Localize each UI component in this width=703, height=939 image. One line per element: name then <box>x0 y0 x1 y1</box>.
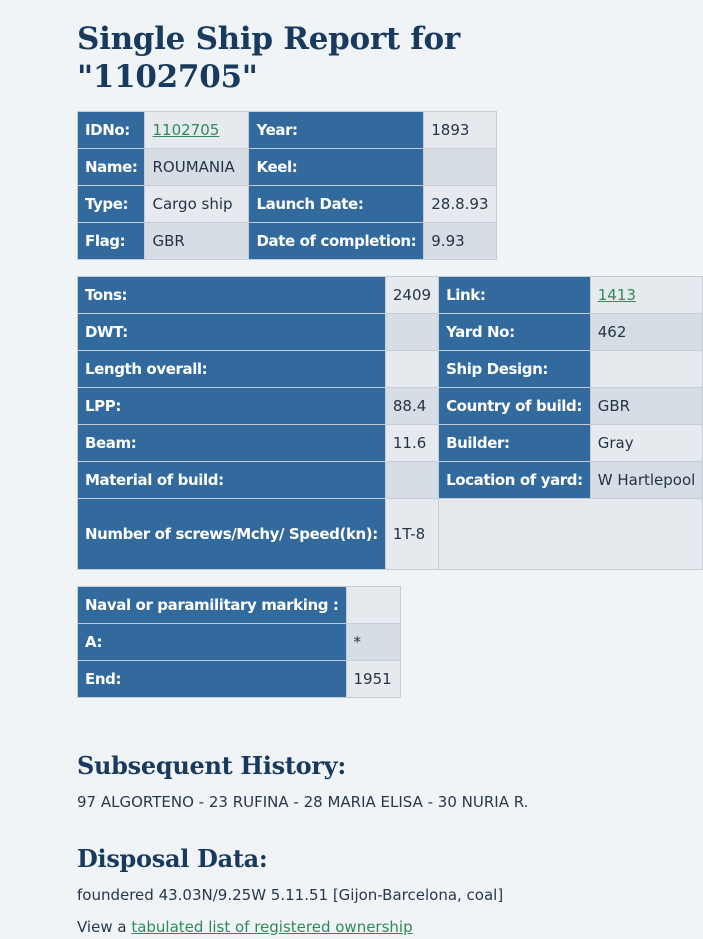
length-label: Length overall: <box>78 351 386 388</box>
ship-design-label: Ship Design: <box>439 351 591 388</box>
flag-value: GBR <box>145 223 249 260</box>
tons-label: Tons: <box>78 277 386 314</box>
length-value <box>385 351 438 388</box>
naval-marking-table <box>77 586 401 698</box>
builder-label: Builder: <box>439 425 591 462</box>
keel-value <box>424 149 496 186</box>
ownership-link[interactable]: tabulated list of registered ownership <box>131 918 413 936</box>
dwt-label: DWT: <box>78 314 386 351</box>
table-row <box>78 277 703 314</box>
beam-label: Beam: <box>78 425 386 462</box>
table-row <box>78 425 703 462</box>
empty-cell <box>439 499 703 570</box>
lpp-label: LPP: <box>78 388 386 425</box>
country-label: Country of build: <box>439 388 591 425</box>
view-prefix: View a <box>77 918 132 936</box>
yard-no-value: 462 <box>590 314 703 351</box>
flag-label: Flag: <box>78 223 145 260</box>
yard-no-label: Yard No: <box>439 314 591 351</box>
screws-value: 1T-8 <box>385 499 438 570</box>
naval-marking-value <box>346 587 400 624</box>
material-label: Material of build: <box>78 462 386 499</box>
name-label: Name: <box>78 149 145 186</box>
link-label: Link: <box>439 277 591 314</box>
completion-label: Date of completion: <box>249 223 424 260</box>
location-value: W Hartlepool <box>590 462 703 499</box>
screws-label: Number of screws/Mchy/ Speed(kn): <box>78 499 386 570</box>
link-value[interactable]: 1413 <box>597 286 636 304</box>
disposal-text: foundered 43.03N/9.25W 5.11.51 [Gijon-Barcelona, coal] <box>77 886 504 904</box>
location-label: Location of yard: <box>439 462 591 499</box>
year-label: Year: <box>249 112 424 149</box>
ship-specs-table <box>77 276 703 570</box>
country-value: GBR <box>590 388 703 425</box>
table-row <box>78 388 703 425</box>
year-value: 1893 <box>424 112 496 149</box>
table-row <box>78 462 703 499</box>
table-row <box>78 661 401 698</box>
history-text: 97 ALGORTENO - 23 RUFINA - 28 MARIA ELISA - 30 NURIA R. <box>77 793 529 811</box>
table-row <box>78 587 401 624</box>
type-label: Type: <box>78 186 145 223</box>
tons-value: 2409 <box>385 277 438 314</box>
table-row <box>78 112 497 149</box>
history-heading: Subsequent History: <box>77 751 346 780</box>
a-value: * <box>346 624 400 661</box>
builder-value: Gray <box>590 425 703 462</box>
name-value: ROUMANIA <box>145 149 249 186</box>
lpp-value: 88.4 <box>385 388 438 425</box>
dwt-value <box>385 314 438 351</box>
launch-date-label: Launch Date: <box>249 186 424 223</box>
table-row <box>78 186 497 223</box>
table-row <box>78 314 703 351</box>
launch-date-value: 28.8.93 <box>424 186 496 223</box>
table-row <box>78 499 703 570</box>
type-value: Cargo ship <box>145 186 249 223</box>
naval-marking-label: Naval or paramilitary marking : <box>78 587 347 624</box>
ship-identity-table <box>77 111 497 260</box>
idno-link[interactable]: 1102705 <box>152 121 220 139</box>
beam-value: 11.6 <box>385 425 438 462</box>
idno-label: IDNo: <box>78 112 145 149</box>
completion-value: 9.93 <box>424 223 496 260</box>
ship-design-value <box>590 351 703 388</box>
table-row <box>78 351 703 388</box>
table-row <box>78 149 497 186</box>
keel-label: Keel: <box>249 149 424 186</box>
a-label: A: <box>78 624 347 661</box>
disposal-heading: Disposal Data: <box>77 844 268 873</box>
table-row <box>78 624 401 661</box>
material-value <box>385 462 438 499</box>
ownership-line <box>77 918 637 936</box>
page-title: Single Ship Report for "1102705" <box>77 21 460 95</box>
end-value: 1951 <box>346 661 400 698</box>
table-row <box>78 223 497 260</box>
end-label: End: <box>78 661 347 698</box>
